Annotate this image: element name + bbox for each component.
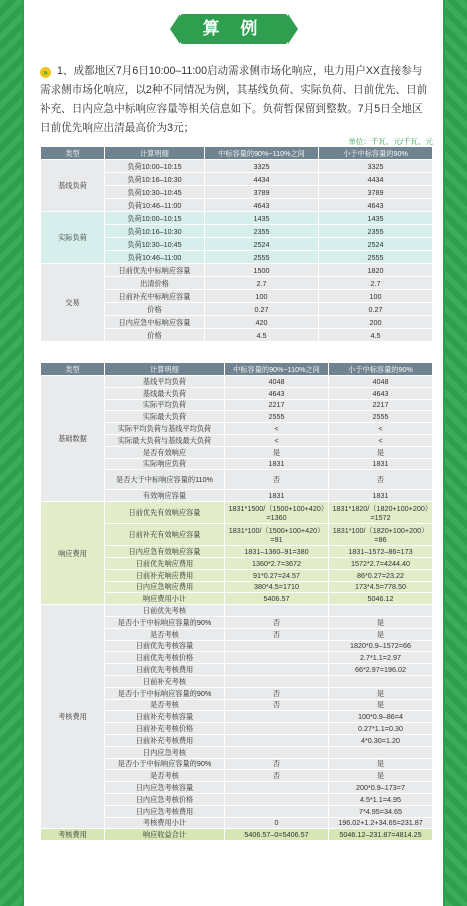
value-cell: 5046.12: [329, 593, 433, 605]
value-cell: 2355: [319, 225, 433, 238]
value-cell: 420: [205, 316, 319, 329]
detail-cell: 实际最大负荷: [105, 411, 225, 423]
value-cell: 2524: [319, 238, 433, 251]
value-cell: <: [225, 423, 329, 435]
left-decorative-stripe: [0, 0, 22, 906]
value-cell: 是: [225, 446, 329, 458]
table-row: [41, 160, 433, 173]
detail-cell: 日前补充响应费用: [105, 569, 225, 581]
value-cell: 100*0.9–86=4: [329, 711, 433, 723]
value-cell: [225, 782, 329, 794]
detail-cell: 实际响应负荷: [105, 458, 225, 470]
value-cell: 200: [319, 316, 433, 329]
detail-cell: 响应费用小计: [105, 593, 225, 605]
detail-cell: 日内应急中标响应容量: [105, 316, 205, 329]
detail-cell: 日前优先中标响应容量: [105, 264, 205, 277]
detail-cell: 实际最大负荷与基线最大负荷: [105, 434, 225, 446]
detail-cell: 是否小于中标响应容量的90%: [105, 758, 225, 770]
value-cell: 100: [319, 290, 433, 303]
intro-text: 1、成都地区7月6日10:00–11:00启动需求侧市场化响应，电力用户XX直接参与需求侧市场化响应，以2种不同情况为例，其基线负荷、实际负荷、日前优先、日前补充、日内应急中标响应容量等相关信息如下。负荷暂保留到整数。7月5日全地区日前优先响应出清最高价为3元；: [40, 65, 428, 134]
value-cell: 1831–1360–91=380: [225, 546, 329, 558]
detail-cell: 出清价格: [105, 277, 205, 290]
value-cell: 2555: [205, 251, 319, 264]
value-cell: [329, 605, 433, 617]
value-cell: 2524: [205, 238, 319, 251]
intro-paragraph: [40, 62, 432, 138]
value-cell: 是: [329, 446, 433, 458]
value-cell: 200*0.9–173=7: [329, 782, 433, 794]
detail-cell: 负荷10:30–10:45: [105, 186, 205, 199]
value-cell: 380*4.5=1710: [225, 581, 329, 593]
value-cell: 2.7*1.1=2.97: [329, 652, 433, 664]
value-cell: [225, 675, 329, 687]
value-cell: [225, 793, 329, 805]
value-cell: <: [225, 434, 329, 446]
value-cell: [225, 723, 329, 735]
value-cell: 4*0.30=1.20: [329, 734, 433, 746]
value-cell: 是: [329, 699, 433, 711]
page-title: 算 例: [180, 14, 288, 44]
value-cell: [225, 652, 329, 664]
value-cell: 1831–1572–86=173: [329, 546, 433, 558]
category-cell: 基础数据: [41, 376, 105, 502]
value-cell: 1831*100/（1500+100+420）=91: [225, 524, 329, 546]
detail-cell: 有效响应容量: [105, 490, 225, 502]
detail-cell: 是否考核: [105, 699, 225, 711]
value-cell: 4.5: [205, 329, 319, 342]
table-row: [41, 605, 433, 617]
calculation-table: [40, 362, 433, 841]
value-cell: 是: [329, 758, 433, 770]
detail-cell: 基线最大负荷: [105, 387, 225, 399]
input-data-table: [40, 146, 433, 342]
detail-cell: 负荷10:46–11:00: [105, 199, 205, 212]
detail-cell: 负荷10:16–10:30: [105, 173, 205, 186]
category-cell: 响应费用: [41, 502, 105, 605]
value-cell: 4643: [225, 387, 329, 399]
detail-cell: 日前补充考核费用: [105, 734, 225, 746]
column-header: 中标容量的90%~110%之间: [205, 147, 319, 160]
detail-cell: 基线平均负荷: [105, 376, 225, 388]
value-cell: 2555: [225, 411, 329, 423]
detail-cell: 价格: [105, 329, 205, 342]
value-cell: 否: [225, 470, 329, 490]
detail-cell: 日前补充考核价格: [105, 723, 225, 735]
column-header: 小于中标容量的90%: [329, 363, 433, 376]
value-cell: 86*0.27=23.22: [329, 569, 433, 581]
detail-cell: 响应收益合计: [105, 829, 225, 841]
table-row: [41, 502, 433, 524]
value-cell: 1831: [225, 458, 329, 470]
value-cell: 5046.12–231.87=4814.25: [329, 829, 433, 841]
detail-cell: 实际平均负荷与基线平均负荷: [105, 423, 225, 435]
value-cell: 否: [225, 687, 329, 699]
category-cell: 基线负荷: [41, 160, 105, 212]
chevron-right-icon: »: [40, 67, 51, 78]
table-row: [41, 829, 433, 841]
detail-cell: 日前优先考核价格: [105, 652, 225, 664]
column-header: 类型: [41, 363, 105, 376]
value-cell: 否: [225, 758, 329, 770]
detail-cell: 日内应急考核: [105, 746, 225, 758]
detail-cell: 价格: [105, 303, 205, 316]
detail-cell: 负荷10:46–11:00: [105, 251, 205, 264]
value-cell: <: [329, 434, 433, 446]
detail-cell: 负荷10:30–10:45: [105, 238, 205, 251]
value-cell: [329, 746, 433, 758]
table-row: [41, 376, 433, 388]
value-cell: 4643: [319, 199, 433, 212]
value-cell: 5406.57: [225, 593, 329, 605]
detail-cell: 是否大于中标响应容量的110%: [105, 470, 225, 490]
value-cell: 7*4.95=34.65: [329, 805, 433, 817]
detail-cell: 日前补充中标响应容量: [105, 290, 205, 303]
value-cell: 173*4.5=778.50: [329, 581, 433, 593]
category-cell: 交易: [41, 264, 105, 342]
value-cell: 5406.57–0=5406.57: [225, 829, 329, 841]
value-cell: 1831*100/（1820+100+200）=86: [329, 524, 433, 546]
value-cell: <: [329, 423, 433, 435]
value-cell: 4643: [329, 387, 433, 399]
value-cell: [225, 711, 329, 723]
content-card: [24, 0, 443, 906]
detail-cell: 负荷10:00–10:15: [105, 212, 205, 225]
value-cell: 3325: [319, 160, 433, 173]
value-cell: 4.5*1.1=4.95: [329, 793, 433, 805]
column-header: 小于中标容量的90%: [319, 147, 433, 160]
value-cell: 1820: [319, 264, 433, 277]
value-cell: 0.27*1.1=0.30: [329, 723, 433, 735]
value-cell: 3325: [205, 160, 319, 173]
detail-cell: 实际平均负荷: [105, 399, 225, 411]
value-cell: 4434: [205, 173, 319, 186]
value-cell: 3789: [319, 186, 433, 199]
category-cell: 考核费用: [41, 829, 105, 841]
value-cell: 196.02+1.2+34.65=231.87: [329, 817, 433, 829]
value-cell: 100: [205, 290, 319, 303]
value-cell: 否: [225, 628, 329, 640]
value-cell: 66*2.97=196.02: [329, 664, 433, 676]
value-cell: 2355: [205, 225, 319, 238]
value-cell: 1831: [225, 490, 329, 502]
detail-cell: 日前优先考核: [105, 605, 225, 617]
detail-cell: 日内应急考核价格: [105, 793, 225, 805]
category-cell: 实际负荷: [41, 212, 105, 264]
detail-cell: 日前优先考核费用: [105, 664, 225, 676]
detail-cell: 负荷10:16–10:30: [105, 225, 205, 238]
value-cell: [225, 734, 329, 746]
value-cell: [225, 805, 329, 817]
value-cell: 否: [329, 470, 433, 490]
value-cell: 2.7: [205, 277, 319, 290]
value-cell: 4434: [319, 173, 433, 186]
value-cell: [329, 675, 433, 687]
detail-cell: 是否小于中标响应容量的90%: [105, 616, 225, 628]
value-cell: 1831*1500/（1500+100+420）=1360: [225, 502, 329, 524]
detail-cell: 负荷10:00–10:15: [105, 160, 205, 173]
detail-cell: 日内应急考核费用: [105, 805, 225, 817]
value-cell: 否: [225, 616, 329, 628]
value-cell: 0: [225, 817, 329, 829]
detail-cell: 日前补充考核容量: [105, 711, 225, 723]
value-cell: 0.27: [319, 303, 433, 316]
detail-cell: 日前补充考核: [105, 675, 225, 687]
column-header: 类型: [41, 147, 105, 160]
value-cell: 1435: [319, 212, 433, 225]
value-cell: 4.5: [319, 329, 433, 342]
value-cell: 2.7: [319, 277, 433, 290]
value-cell: 3789: [205, 186, 319, 199]
value-cell: 1831: [329, 458, 433, 470]
value-cell: 4048: [329, 376, 433, 388]
detail-cell: 日内应急响应费用: [105, 581, 225, 593]
value-cell: 1435: [205, 212, 319, 225]
detail-cell: 是否考核: [105, 628, 225, 640]
unit-note: 单位：千瓦、元/千瓦、元: [348, 137, 433, 146]
column-header: 计算明细: [105, 363, 225, 376]
detail-cell: 日前优先有效响应容量: [105, 502, 225, 524]
category-cell: 考核费用: [41, 605, 105, 829]
column-header: 中标容量的90%~110%之间: [225, 363, 329, 376]
value-cell: 1360*2.7=3672: [225, 557, 329, 569]
detail-cell: 考核费用小计: [105, 817, 225, 829]
value-cell: 4048: [225, 376, 329, 388]
value-cell: 0.27: [205, 303, 319, 316]
detail-cell: 日前补充有效响应容量: [105, 524, 225, 546]
value-cell: [225, 664, 329, 676]
table-row: [41, 264, 433, 277]
value-cell: 是: [329, 687, 433, 699]
value-cell: 1831*1820/（1820+100+200）=1572: [329, 502, 433, 524]
value-cell: 是: [329, 628, 433, 640]
value-cell: 2555: [319, 251, 433, 264]
value-cell: 2555: [329, 411, 433, 423]
value-cell: 2217: [225, 399, 329, 411]
detail-cell: 日内应急考核容量: [105, 782, 225, 794]
value-cell: 否: [225, 770, 329, 782]
value-cell: 1831: [329, 490, 433, 502]
value-cell: 91*0.27=24.57: [225, 569, 329, 581]
detail-cell: 是否小于中标响应容量的90%: [105, 687, 225, 699]
value-cell: 1572*2.7=4244.40: [329, 557, 433, 569]
detail-cell: 日前优先考核容量: [105, 640, 225, 652]
value-cell: 1820*0.9–1572=66: [329, 640, 433, 652]
value-cell: 是: [329, 616, 433, 628]
detail-cell: 日前优先响应费用: [105, 557, 225, 569]
right-decorative-stripe: [445, 0, 467, 906]
value-cell: 是: [329, 770, 433, 782]
value-cell: 4643: [205, 199, 319, 212]
value-cell: 1500: [205, 264, 319, 277]
value-cell: [225, 640, 329, 652]
value-cell: [225, 605, 329, 617]
table-row: [41, 212, 433, 225]
column-header: 计算明细: [105, 147, 205, 160]
value-cell: 否: [225, 699, 329, 711]
detail-cell: 是否有效响应: [105, 446, 225, 458]
detail-cell: 日内应急有效响应容量: [105, 546, 225, 558]
value-cell: [225, 746, 329, 758]
detail-cell: 是否考核: [105, 770, 225, 782]
value-cell: 2217: [329, 399, 433, 411]
